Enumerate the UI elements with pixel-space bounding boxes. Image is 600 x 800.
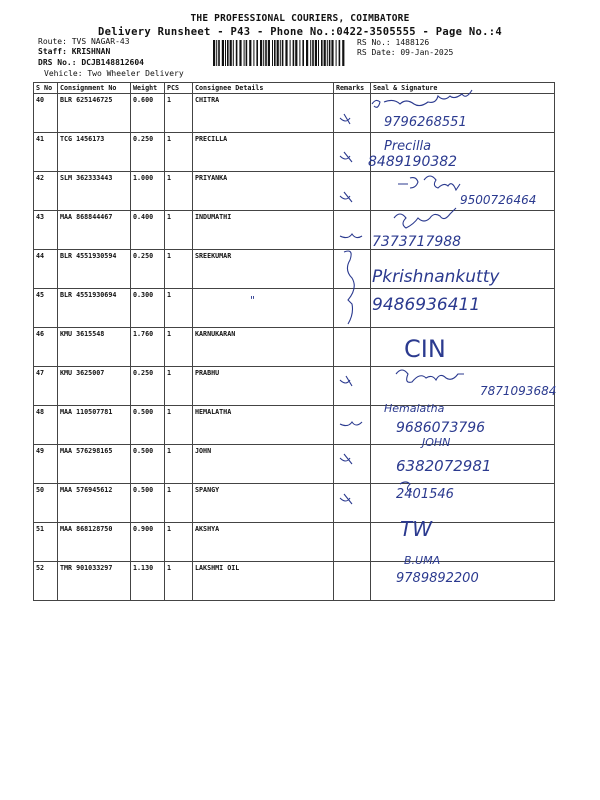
cell-sno: 45 xyxy=(34,289,58,328)
barcode-bar xyxy=(225,40,226,66)
cell-sno: 49 xyxy=(34,445,58,484)
barcode-bar xyxy=(277,40,279,66)
barcode-bar xyxy=(222,40,224,66)
cell-pcs: 1 xyxy=(165,133,193,172)
cell-remarks xyxy=(334,328,371,367)
cell-consignee: KARNUKARAN xyxy=(193,328,334,367)
barcode-bar xyxy=(302,40,304,66)
table-row xyxy=(34,133,555,172)
cell-signature xyxy=(371,328,555,367)
cell-consignment: BLR 4551930594 xyxy=(58,250,131,289)
barcode-bar xyxy=(299,40,300,66)
staff-name: KRISHNAN xyxy=(71,47,111,56)
handwritten-phone: 8489190382 xyxy=(368,154,458,170)
route-info: Route: TVS NAGAR-43 xyxy=(38,37,130,46)
cell-pcs: 1 xyxy=(165,250,193,289)
barcode-bar xyxy=(239,40,241,66)
barcode-bar xyxy=(282,40,284,66)
col-signature: Seal & Signature xyxy=(371,83,555,94)
table-row xyxy=(34,367,555,406)
col-sno: S No xyxy=(34,83,58,94)
cell-weight: 0.400 xyxy=(131,211,165,250)
cell-sno: 50 xyxy=(34,484,58,523)
col-remarks: Remarks xyxy=(334,83,371,94)
barcode-bar xyxy=(253,40,254,66)
barcode-bar xyxy=(329,40,331,66)
table-header-row xyxy=(34,83,555,94)
rs-number: RS No.: 1488126 xyxy=(357,38,430,47)
table-row xyxy=(34,172,555,211)
barcode-bar xyxy=(246,40,248,66)
table-row xyxy=(34,250,555,289)
cell-consignment: TCG 1456173 xyxy=(58,133,131,172)
cell-consignee: HEMALATHA xyxy=(193,406,334,445)
barcode-bar xyxy=(321,40,323,66)
barcode-bar xyxy=(315,40,317,66)
cell-consignee: SPANGY xyxy=(193,484,334,523)
cell-consignee: PRECILLA xyxy=(193,133,334,172)
cell-remarks xyxy=(334,211,371,250)
cell-consignment: MAA 576298165 xyxy=(58,445,131,484)
cell-remarks xyxy=(334,250,371,289)
barcode-bar xyxy=(342,40,344,66)
table-row xyxy=(34,523,555,562)
handwritten-phone: 7373717988 xyxy=(372,234,462,250)
barcode-bar xyxy=(236,40,238,66)
cell-consignment: BLR 4551930694 xyxy=(58,289,131,328)
cell-consignment: KMU 3625007 xyxy=(58,367,131,406)
handwritten-name: B.UMA xyxy=(404,554,441,567)
runsheet-subtitle: Delivery Runsheet - P43 - Phone No.:0422-3505555 - Page No.:4 xyxy=(98,26,502,38)
cell-pcs: 1 xyxy=(165,445,193,484)
cell-pcs: 1 xyxy=(165,172,193,211)
cell-remarks xyxy=(334,562,371,601)
cell-sno: 41 xyxy=(34,133,58,172)
barcode-bar xyxy=(249,40,251,66)
barcode-bar xyxy=(213,40,215,66)
rs-date: RS Date: 09-Jan-2025 xyxy=(357,48,454,57)
cell-remarks xyxy=(334,289,371,328)
cell-signature xyxy=(371,562,555,601)
cell-pcs: 1 xyxy=(165,289,193,328)
cell-consignment: BLR 625146725 xyxy=(58,94,131,133)
table-row xyxy=(34,211,555,250)
table-row xyxy=(34,94,555,133)
handwritten-initials: CIN xyxy=(404,335,446,363)
handwritten-initials: TW xyxy=(400,517,432,541)
cell-weight: 0.500 xyxy=(131,445,165,484)
handwritten-name: JOHN xyxy=(422,436,451,449)
cell-signature xyxy=(371,172,555,211)
cell-signature xyxy=(371,445,555,484)
handwritten-phone: 6382072981 xyxy=(396,457,492,475)
barcode-bar xyxy=(216,40,217,66)
cell-pcs: 1 xyxy=(165,367,193,406)
cell-signature xyxy=(371,133,555,172)
barcode-bar xyxy=(339,40,341,66)
cell-consignee: PRABHU xyxy=(193,367,334,406)
cell-remarks xyxy=(334,406,371,445)
cell-signature xyxy=(371,289,555,328)
handwritten-phone: 9486936411 xyxy=(372,295,481,315)
barcode-bar xyxy=(218,40,220,66)
cell-pcs: 1 xyxy=(165,211,193,250)
cell-consignment: MAA 110507781 xyxy=(58,406,131,445)
cell-consignment: TMR 901033297 xyxy=(58,562,131,601)
cell-weight: 0.900 xyxy=(131,523,165,562)
barcode-bar xyxy=(268,40,270,66)
table-row xyxy=(34,445,555,484)
cell-consignee: AKSHYA xyxy=(193,523,334,562)
cell-consignment: MAA 868844467 xyxy=(58,211,131,250)
handwritten-phone: 9789892200 xyxy=(396,571,479,586)
cell-weight: 0.250 xyxy=(131,133,165,172)
handwritten-phone: 9500726464 xyxy=(460,193,537,207)
cell-consignee: LAKSHMI OIL xyxy=(193,562,334,601)
barcode-bar xyxy=(256,40,258,66)
barcode-bar xyxy=(295,40,297,66)
cell-remarks xyxy=(334,133,371,172)
staff-info xyxy=(38,47,110,57)
cell-sno: 44 xyxy=(34,250,58,289)
barcode-bar xyxy=(263,40,264,66)
vehicle-info: Vehicle: Two Wheeler Delivery xyxy=(44,69,184,78)
cell-remarks xyxy=(334,484,371,523)
cell-sno: 46 xyxy=(34,328,58,367)
cell-signature xyxy=(371,367,555,406)
barcode-bar xyxy=(318,40,319,66)
cell-pcs: 1 xyxy=(165,328,193,367)
cell-consignee: INDUMATHI xyxy=(193,211,334,250)
cell-remarks xyxy=(334,172,371,211)
cell-consignee: PRIYANKA xyxy=(193,172,334,211)
cell-signature xyxy=(371,94,555,133)
cell-remarks xyxy=(334,523,371,562)
barcode-bar xyxy=(233,40,234,66)
staff-label: Staff: xyxy=(38,47,67,56)
table-row xyxy=(34,484,555,523)
cell-pcs: 1 xyxy=(165,94,193,133)
cell-weight: 0.300 xyxy=(131,289,165,328)
handwritten-number: 2401546 xyxy=(396,487,454,502)
cell-weight: 0.600 xyxy=(131,94,165,133)
handwritten-name: Pkrishnankutty xyxy=(372,267,500,287)
cell-remarks xyxy=(334,445,371,484)
drs-number: DCJB148812604 xyxy=(81,58,144,67)
cell-consignee: JOHN xyxy=(193,445,334,484)
handwritten-phone: 7871093684 xyxy=(480,384,557,398)
barcode-bar xyxy=(312,40,314,66)
barcode-bar xyxy=(227,40,229,66)
barcode-bar xyxy=(324,40,326,66)
col-weight: Weight xyxy=(131,83,165,94)
cell-remarks xyxy=(334,94,371,133)
table-row xyxy=(34,406,555,445)
drs-info xyxy=(38,58,144,68)
cell-consignee: CHITRA xyxy=(193,94,334,133)
table-row xyxy=(34,562,555,601)
cell-signature xyxy=(371,250,555,289)
cell-signature xyxy=(371,523,555,562)
handwritten-phone: 9796268551 xyxy=(384,115,467,130)
col-consignment: Consignment No xyxy=(58,83,131,94)
col-pcs: PCS xyxy=(165,83,193,94)
barcode-bar xyxy=(293,40,295,66)
cell-sno: 43 xyxy=(34,211,58,250)
runsheet-table xyxy=(33,82,555,601)
barcode-bar xyxy=(310,40,311,66)
barcode-bar xyxy=(274,40,276,66)
barcode-bar xyxy=(306,40,308,66)
company-title: THE PROFESSIONAL COURIERS, COIMBATORE xyxy=(190,13,410,24)
cell-pcs: 1 xyxy=(165,406,193,445)
cell-consignment: SLM 362333443 xyxy=(58,172,131,211)
col-consignee: Consignee Details xyxy=(193,83,334,94)
cell-sno: 52 xyxy=(34,562,58,601)
table-row xyxy=(34,289,555,328)
cell-sno: 42 xyxy=(34,172,58,211)
cell-remarks xyxy=(334,367,371,406)
cell-signature xyxy=(371,484,555,523)
cell-sno: 40 xyxy=(34,94,58,133)
barcode-bar xyxy=(244,40,245,66)
cell-sno: 51 xyxy=(34,523,58,562)
ditto-mark: " xyxy=(250,294,256,307)
barcode-image xyxy=(212,40,347,66)
cell-pcs: 1 xyxy=(165,484,193,523)
cell-weight: 0.500 xyxy=(131,406,165,445)
cell-signature xyxy=(371,211,555,250)
cell-weight: 0.250 xyxy=(131,367,165,406)
barcode-bar xyxy=(327,40,328,66)
cell-pcs: 1 xyxy=(165,523,193,562)
barcode-bar xyxy=(265,40,267,66)
cell-weight: 1.130 xyxy=(131,562,165,601)
barcode-bar xyxy=(331,40,333,66)
table-row xyxy=(34,328,555,367)
cell-weight: 1.000 xyxy=(131,172,165,211)
cell-consignee xyxy=(193,289,334,328)
cell-pcs: 1 xyxy=(165,562,193,601)
barcode-bar xyxy=(230,40,232,66)
barcode-bar xyxy=(272,40,273,66)
handwritten-name: Precilla xyxy=(384,139,432,154)
handwritten-phone: 9686073796 xyxy=(396,420,486,436)
cell-weight: 0.250 xyxy=(131,250,165,289)
cell-sno: 47 xyxy=(34,367,58,406)
cell-consignment: MAA 576945612 xyxy=(58,484,131,523)
barcode-bar xyxy=(285,40,287,66)
cell-signature xyxy=(371,406,555,445)
handwritten-name: Hemalatha xyxy=(384,402,445,415)
drs-label: DRS No.: xyxy=(38,58,77,67)
cell-weight: 0.500 xyxy=(131,484,165,523)
cell-sno: 48 xyxy=(34,406,58,445)
cell-consignment: KMU 3615548 xyxy=(58,328,131,367)
cell-weight: 1.760 xyxy=(131,328,165,367)
barcode-bar xyxy=(336,40,337,66)
barcode-bar xyxy=(290,40,291,66)
cell-consignment: MAA 868128750 xyxy=(58,523,131,562)
barcode-bar xyxy=(280,40,281,66)
cell-consignee: SREEKUMAR xyxy=(193,250,334,289)
barcode-bar xyxy=(260,40,262,66)
